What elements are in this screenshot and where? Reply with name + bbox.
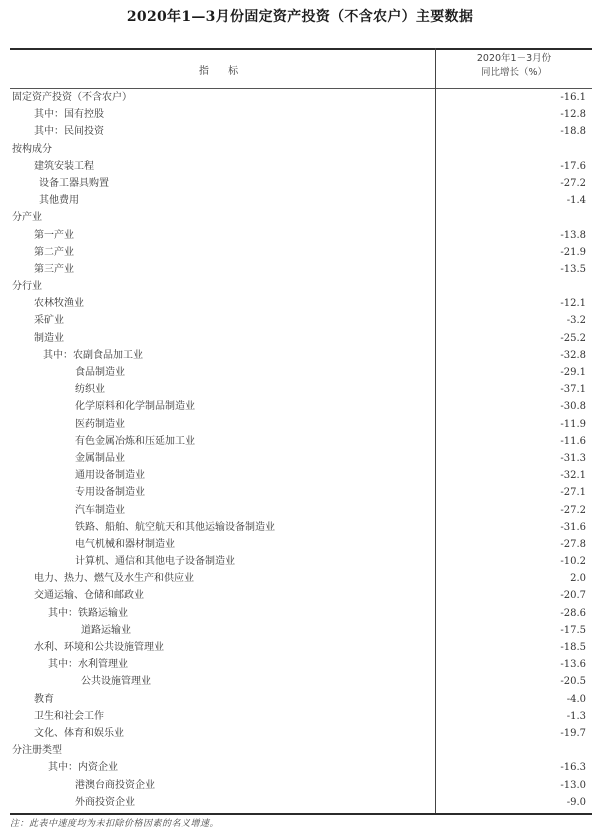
row-value: -13.8 bbox=[560, 229, 586, 241]
column-header-value-line2: 同比增长（%） bbox=[480, 67, 548, 78]
row-label: 公共设施管理业 bbox=[81, 676, 151, 688]
footnote: 注：此表中速度均为未扣除价格因素的名义增速。 bbox=[10, 819, 220, 829]
row-value: -29.1 bbox=[560, 367, 586, 378]
row-label: 设备工器具购置 bbox=[39, 177, 109, 189]
table-row bbox=[10, 502, 592, 519]
row-label: 纺织业 bbox=[75, 384, 105, 396]
row-label: 分注册类型 bbox=[12, 745, 62, 757]
column-header-indicator: 指 标 bbox=[198, 65, 247, 77]
table-body bbox=[10, 89, 592, 811]
row-label: 其中：铁路运输业 bbox=[48, 607, 128, 619]
table-row bbox=[10, 587, 592, 604]
table-row bbox=[10, 794, 592, 811]
row-label: 采矿业 bbox=[34, 315, 64, 327]
row-label: 建筑安装工程 bbox=[34, 160, 94, 172]
row-label: 教育 bbox=[34, 693, 54, 705]
row-value: -31.6 bbox=[560, 521, 586, 533]
table-row bbox=[10, 622, 592, 639]
table-row bbox=[10, 777, 592, 794]
row-value: -27.2 bbox=[560, 504, 586, 516]
row-value: -18.8 bbox=[560, 126, 586, 138]
table-row bbox=[10, 244, 592, 261]
table-row bbox=[10, 123, 592, 140]
row-label: 通用设备制造业 bbox=[75, 470, 145, 482]
table-row bbox=[10, 364, 592, 381]
row-value: -28.6 bbox=[560, 607, 586, 619]
table-row bbox=[10, 450, 592, 467]
row-value: 2.0 bbox=[570, 573, 586, 585]
table-row bbox=[10, 759, 592, 776]
row-label: 医药制造业 bbox=[75, 418, 125, 430]
row-value: -30.8 bbox=[560, 401, 586, 413]
row-label: 港澳台商投资企业 bbox=[75, 779, 155, 791]
row-value: -31.3 bbox=[560, 452, 586, 464]
table-row bbox=[10, 673, 592, 690]
table-row bbox=[10, 381, 592, 398]
row-value: -27.1 bbox=[560, 487, 586, 499]
row-value: -3.2 bbox=[566, 315, 586, 327]
row-value: -13.5 bbox=[560, 263, 586, 275]
row-value: -16.1 bbox=[560, 92, 586, 103]
row-label: 分产业 bbox=[12, 212, 42, 224]
row-label: 第三产业 bbox=[34, 263, 74, 275]
row-label: 金属制品业 bbox=[75, 452, 125, 464]
table-row bbox=[10, 398, 592, 415]
row-value: -20.7 bbox=[560, 590, 586, 602]
row-value: -11.6 bbox=[560, 435, 586, 447]
row-value: -21.9 bbox=[560, 246, 586, 258]
row-value: -18.5 bbox=[560, 642, 586, 653]
row-value: -27.8 bbox=[560, 538, 586, 550]
row-value: -27.2 bbox=[560, 177, 586, 189]
row-label: 道路运输业 bbox=[81, 624, 131, 636]
table-row bbox=[10, 330, 592, 347]
table-row bbox=[10, 312, 592, 329]
row-label: 第一产业 bbox=[34, 229, 74, 241]
row-value: -32.8 bbox=[560, 349, 586, 361]
row-value: -1.4 bbox=[566, 195, 586, 207]
row-label: 固定资产投资（不含农户） bbox=[12, 92, 132, 103]
row-label: 计算机、通信和其他电子设备制造业 bbox=[75, 556, 235, 568]
row-label: 电气机械和器材制造业 bbox=[75, 538, 175, 550]
row-value: -17.6 bbox=[560, 160, 586, 172]
row-value: -1.3 bbox=[566, 710, 586, 722]
row-label: 食品制造业 bbox=[75, 367, 125, 378]
table-row bbox=[10, 295, 592, 312]
row-label: 电力、热力、燃气及水生产和供应业 bbox=[34, 573, 194, 585]
row-label: 第二产业 bbox=[34, 246, 74, 258]
table-row bbox=[10, 605, 592, 622]
row-value: -13.6 bbox=[560, 659, 586, 671]
row-label: 其中：农副食品加工业 bbox=[43, 349, 143, 361]
table-row bbox=[10, 278, 592, 295]
table-bottom-rule bbox=[10, 813, 592, 815]
row-label: 其中：民间投资 bbox=[34, 126, 104, 138]
table-row bbox=[10, 570, 592, 587]
table-row bbox=[10, 347, 592, 364]
table-row bbox=[10, 192, 592, 209]
table-row bbox=[10, 519, 592, 536]
row-value: -9.0 bbox=[566, 796, 586, 808]
table-row bbox=[10, 158, 592, 175]
table-row bbox=[10, 89, 592, 106]
row-label: 汽车制造业 bbox=[75, 504, 125, 516]
row-label: 其中：内资企业 bbox=[48, 762, 118, 774]
table-row bbox=[10, 467, 592, 484]
row-value: -13.0 bbox=[560, 779, 586, 791]
row-value: -12.1 bbox=[560, 298, 586, 310]
row-label: 有色金属冶炼和压延加工业 bbox=[75, 435, 195, 447]
table-row bbox=[10, 553, 592, 570]
row-value: -11.9 bbox=[560, 418, 586, 430]
row-label: 按构成分 bbox=[12, 143, 52, 155]
row-label: 化学原料和化学制品制造业 bbox=[75, 401, 195, 413]
row-label: 铁路、船舶、航空航天和其他运输设备制造业 bbox=[75, 521, 275, 533]
row-label: 卫生和社会工作 bbox=[34, 710, 104, 722]
table-row bbox=[10, 725, 592, 742]
row-label: 其中：水利管理业 bbox=[48, 659, 128, 671]
table-row bbox=[10, 106, 592, 123]
row-label: 农林牧渔业 bbox=[34, 298, 84, 310]
row-label: 其他费用 bbox=[39, 195, 79, 207]
table-row bbox=[10, 691, 592, 708]
table-row bbox=[10, 141, 592, 158]
row-label: 制造业 bbox=[34, 332, 64, 344]
row-value: -19.7 bbox=[560, 727, 586, 739]
table-row bbox=[10, 484, 592, 501]
table-row bbox=[10, 639, 592, 656]
table-row bbox=[10, 536, 592, 553]
row-label: 外商投资企业 bbox=[75, 796, 135, 808]
row-value: -16.3 bbox=[560, 762, 586, 774]
table-row bbox=[10, 433, 592, 450]
row-label: 分行业 bbox=[12, 281, 42, 293]
row-value: -17.5 bbox=[560, 624, 586, 636]
table-row bbox=[10, 227, 592, 244]
page-title: 2020年1—3月份固定资产投资（不含农户）主要数据 bbox=[126, 9, 474, 25]
row-label: 交通运输、仓储和邮政业 bbox=[34, 590, 144, 602]
row-value: -25.2 bbox=[560, 332, 586, 344]
row-value: -32.1 bbox=[560, 470, 586, 482]
row-label: 其中：国有控股 bbox=[34, 109, 104, 121]
row-value: -12.8 bbox=[560, 109, 586, 121]
row-label: 水利、环境和公共设施管理业 bbox=[34, 642, 164, 653]
table-row bbox=[10, 175, 592, 192]
table-row bbox=[10, 209, 592, 226]
row-label: 专用设备制造业 bbox=[75, 487, 145, 499]
table-row bbox=[10, 656, 592, 673]
table-row bbox=[10, 261, 592, 278]
table-row bbox=[10, 742, 592, 759]
row-value: -20.5 bbox=[560, 676, 586, 688]
column-header-value-line1: 2020年1－3月份 bbox=[476, 53, 552, 64]
row-value: -37.1 bbox=[560, 384, 586, 396]
column-header-value bbox=[436, 52, 592, 88]
table-row bbox=[10, 416, 592, 433]
table-row bbox=[10, 708, 592, 725]
row-value: -4.0 bbox=[566, 693, 586, 705]
row-value: -10.2 bbox=[560, 556, 586, 568]
row-label: 文化、体育和娱乐业 bbox=[34, 727, 124, 739]
